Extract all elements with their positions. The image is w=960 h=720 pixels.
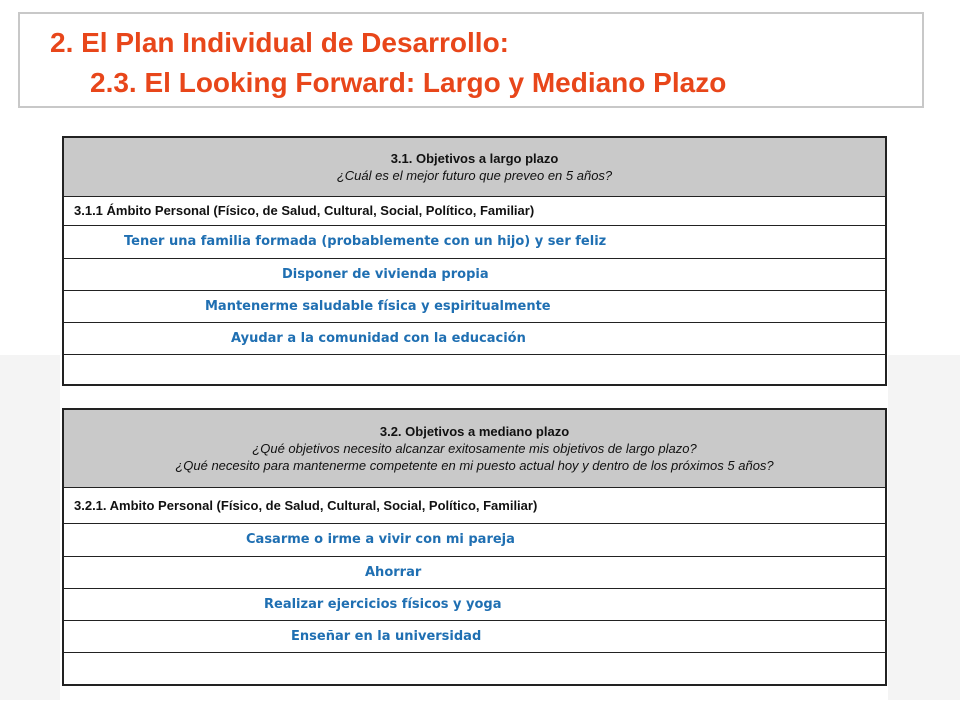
long-term-item-text: Disponer de vivienda propia: [282, 266, 489, 282]
long-term-item-empty: [63, 354, 886, 385]
long-term-table: [62, 136, 887, 386]
mid-term-category: 3.2.1. Ambito Personal (Físico, de Salud, Cultural, Social, Político, Familiar): [63, 487, 886, 523]
mid-term-item-text: Enseñar en la universidad: [291, 628, 482, 644]
long-term-item: [63, 290, 886, 322]
long-term-item-text: Mantenerme saludable física y espiritualmente: [205, 298, 551, 314]
long-term-header: [63, 137, 886, 196]
background-strip-right: [888, 355, 960, 700]
page-subtitle: 2.3. El Looking Forward: Largo y Mediano Plazo: [90, 67, 727, 98]
mid-term-heading: 3.2. Objetivos a mediano plazo: [379, 423, 570, 439]
mid-term-item: [63, 620, 886, 652]
mid-term-table: [62, 408, 887, 686]
mid-term-item-text: Realizar ejercicios físicos y yoga: [264, 596, 502, 612]
long-term-item-text: Tener una familia formada (probablemente con un hijo) y ser feliz: [124, 234, 607, 249]
mid-term-item: [63, 588, 886, 620]
page-title: 2. El Plan Individual de Desarrollo:: [50, 27, 510, 58]
mid-term-item-text: Casarme o irme a vivir con mi pareja: [246, 532, 515, 547]
long-term-item: [63, 258, 886, 290]
long-term-item: [63, 225, 886, 258]
background-strip-left: [0, 355, 60, 700]
long-term-item: [63, 322, 886, 354]
long-term-question: ¿Cuál es el mejor futuro que preveo en 5 años?: [336, 167, 613, 183]
long-term-category: 3.1.1 Ámbito Personal (Físico, de Salud, Cultural, Social, Político, Familiar): [63, 196, 886, 225]
mid-term-question-1: ¿Qué objetivos necesito alcanzar exitosamente mis objetivos de largo plazo?: [252, 440, 697, 456]
long-term-item-text: Ayudar a la comunidad con la educación: [231, 330, 526, 346]
title-box: [18, 12, 924, 108]
long-term-heading: 3.1. Objetivos a largo plazo: [390, 150, 559, 166]
mid-term-item-text: Ahorrar: [365, 564, 422, 580]
mid-term-question-2: ¿Qué necesito para mantenerme competente en mi puesto actual hoy y dentro de los próximos 5 años?: [175, 457, 774, 473]
mid-term-item: [63, 556, 886, 588]
mid-term-header: [63, 409, 886, 487]
mid-term-item-empty: [63, 652, 886, 685]
mid-term-item: [63, 523, 886, 556]
